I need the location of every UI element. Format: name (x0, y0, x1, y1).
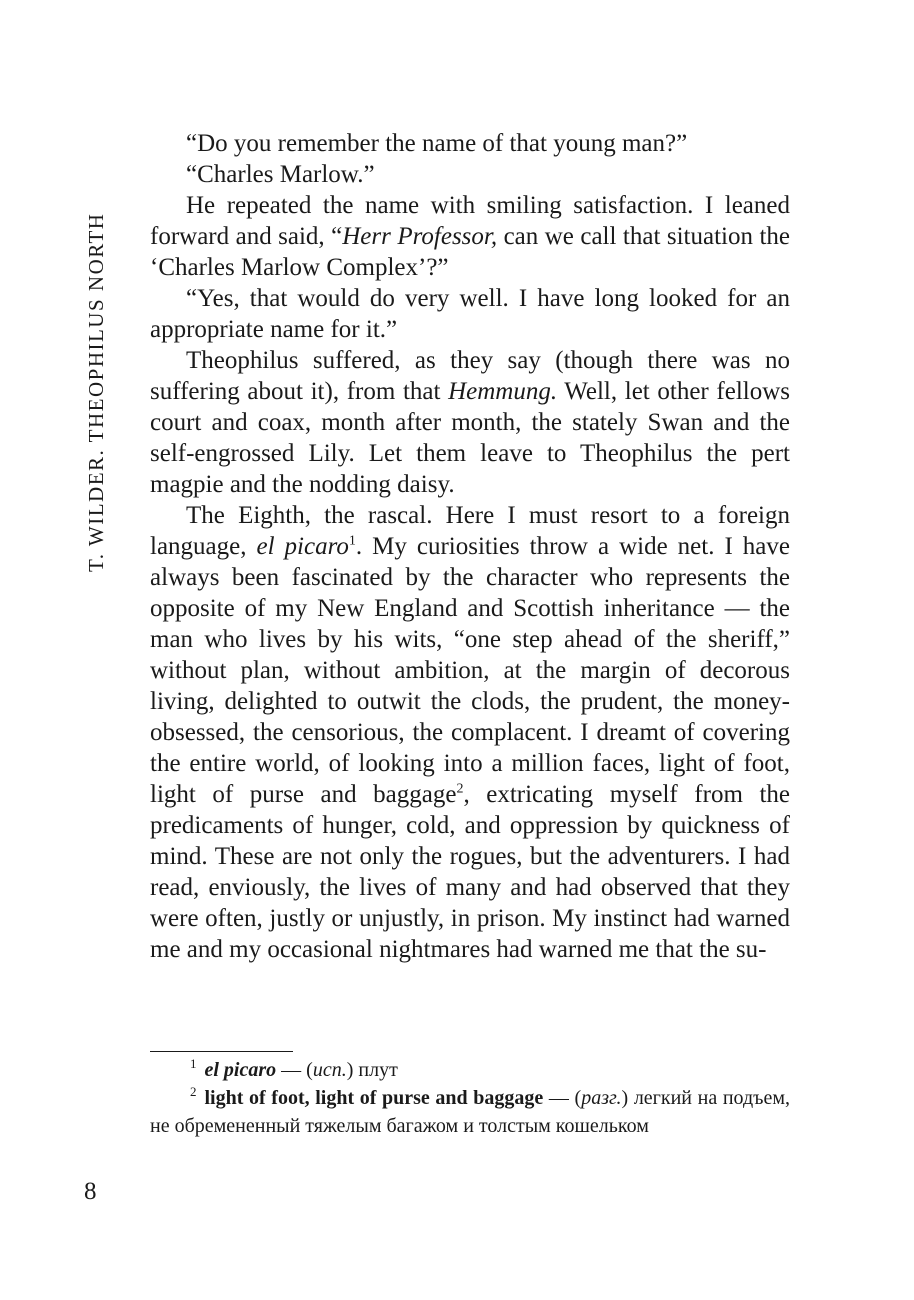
italic-run: Hemmung. (448, 378, 558, 405)
footnote-label: разг. (581, 1087, 622, 1109)
text-run: . My curiosities throw a wide net. I have always been fascinated by the character who represents the opposite of my New England and Scottish inheritance — the man who lives by his wits, “one step ahead of the sheriff,” without plan, without ambition, at the margin of decorous living, delighted to outwit the clods, the prudent, the money-obsessed, the censorious, the complacent. I dreamt of covering the entire world, of looking into a million faces, light of foot, light of purse and baggage (150, 533, 790, 808)
italic-run: el picaro (256, 533, 349, 560)
footnotes (150, 1056, 790, 1140)
footnote-dash: — ( (276, 1059, 313, 1081)
text-run: can we call that situation the ‘Charles Marlow Complex’?” (150, 223, 790, 281)
footnote-ref-2[interactable]: 2 (456, 781, 464, 797)
text-run: The Eighth, the rascal. Here I must resort to a foreign language, (150, 502, 790, 560)
footnote-divider (150, 1051, 293, 1052)
footnote-mark: 1 (190, 1056, 197, 1072)
footnote-term: light of foot, light of purse and baggage (204, 1087, 544, 1109)
footnote-mark: 2 (190, 1084, 197, 1100)
running-head: T. WILDER. THEOPHILUS NORTH (84, 212, 108, 572)
paragraph-3 (150, 190, 790, 283)
text-run: Theophilus suffered, as they say (though there was no suffering about it), from that (150, 347, 790, 405)
footnote-label: исп. (312, 1059, 347, 1081)
footnote-dash: — ( (543, 1087, 582, 1109)
footnote-2 (150, 1084, 790, 1140)
paragraph-6 (150, 500, 790, 965)
paragraph-2: “Charles Marlow.” (186, 161, 375, 188)
footnote-text: ) плут (346, 1059, 398, 1081)
footnote-1 (150, 1056, 790, 1084)
paragraph-1: “Do you remember the name of that young man?” (186, 130, 688, 157)
body-text (150, 128, 790, 965)
paragraph-5 (150, 345, 790, 500)
footnote-ref-1[interactable]: 1 (348, 533, 356, 549)
text-run: , extricating myself from the predicaments of hunger, cold, and oppression by quickness of mind. These are not only the rogues, but the adventurers. I had read, enviously, the lives of many and had observed that they were often, justly or unjustly, in prison. My instinct had warned me and my occasional nightmares had warned me that the su- (150, 781, 790, 963)
paragraph-4: “Yes, that would do very well. I have long looked for an appropriate name for it.” (150, 285, 790, 343)
footnote-text: ) легкий на подъем, не обремененный тяжелым багажом и толстым кошельком (150, 1087, 790, 1137)
footnote-term: el picaro (204, 1059, 277, 1081)
page-number: 8 (84, 1178, 97, 1205)
text-run: Well, let other fellows court and coax, month after month, the stately Swan and the self-engrossed Lily. Let them leave to Theophilus the pert magpie and the nodding daisy. (150, 378, 790, 498)
text-run: He repeated the name with smiling satisfaction. I leaned forward and said, “ (150, 192, 790, 250)
italic-run: Herr Professor, (342, 223, 498, 250)
